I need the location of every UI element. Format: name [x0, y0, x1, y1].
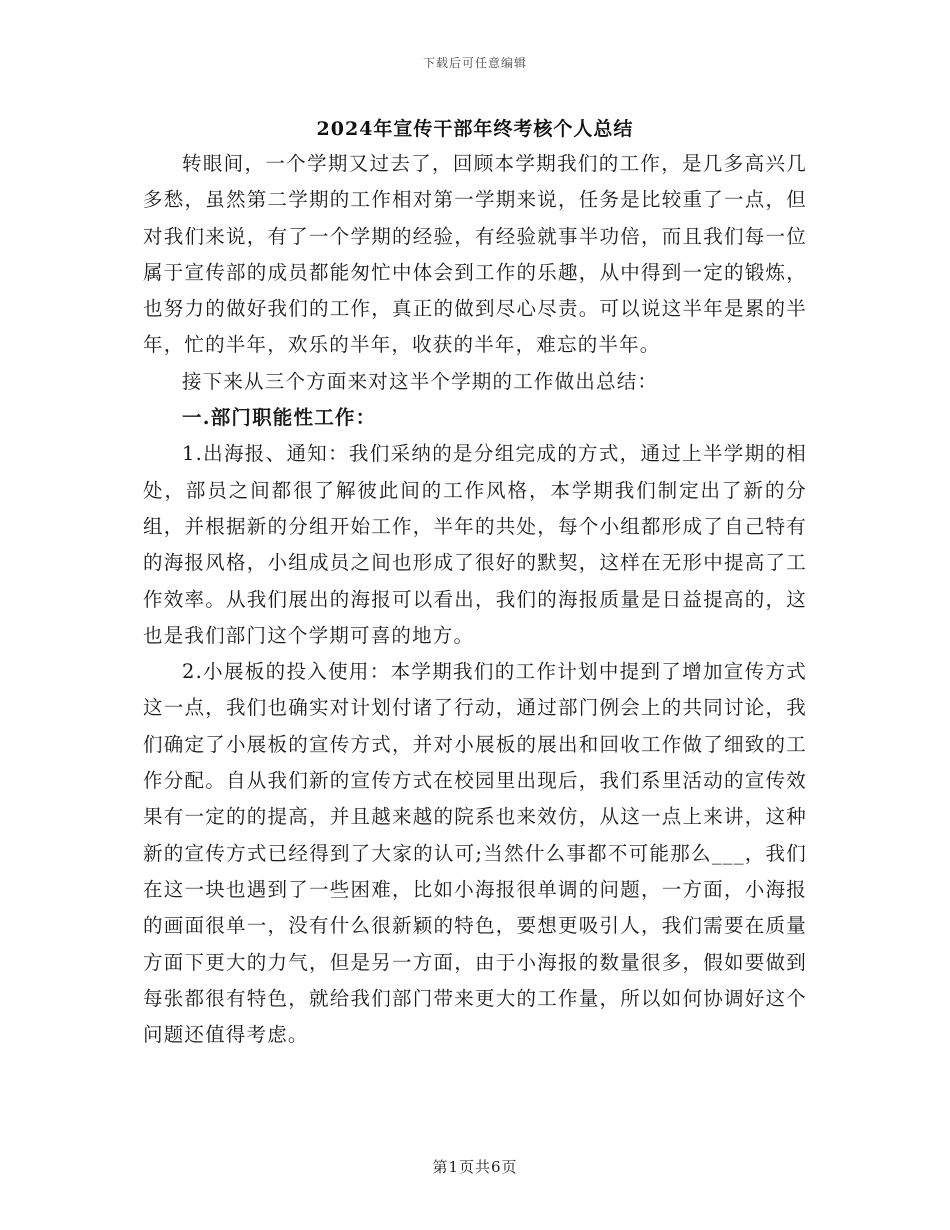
paragraph-posters: 1.出海报、通知：我们采纳的是分组完成的方式，通过上半学期的相处，部员之间都很了解彼此间的工作风格，本学期我们制定出了新的分组，并根据新的分组开始工作，半年的共处，每个小组都形成了自己特有的海报风格，小组成员之间也形成了很好的默契，这样在无形中提高了工作效率。从我们展出的海报可以看出，我们的海报质量是日益提高的，这也是我们部门这个学期可喜的地方。	[143, 442, 807, 647]
paragraph-intro: 转眼间，一个学期又过去了，回顾本学期我们的工作，是几多高兴几多愁，虽然第二学期的工作相对第一学期来说，任务是比较重了一点，但对我们来说，有了一个学期的经验，有经验就事半功倍，而且我们每一位属于宣传部的成员都能匆忙中体会到工作的乐趣，从中得到一定的锻炼，也努力的做好我们的工作，真正的做到尽心尽责。可以说这半年是累的半年，忙的半年，欢乐的半年，收获的半年，难忘的半年。	[143, 152, 807, 357]
page-number: 第1页共6页	[432, 1158, 518, 1176]
section-heading: 一.部门职能性工作：	[182, 406, 377, 430]
document-title: 2024年宣传干部年终考核个人总结	[316, 118, 634, 140]
paragraph-display-boards: 2.小展板的投入使用：本学期我们的工作计划中提到了增加宣传方式这一点，我们也确实对计划付诸了行动，通过部门例会上的共同讨论，我们确定了小展板的宣传方式，并对小展板的展出和回收工作做了细致的工作分配。自从我们新的宣传方式在校园里出现后，我们系里活动的宣传效果有一定的的提高，并且越来越的院系也来效仿，从这一点上来讲，这种新的宣传方式已经得到了大家的认可;当然什么事都不可能那么___，我们在这一块也遇到了一些困难，比如小海报很单调的问题，一方面，小海报的画面很单一，没有什么很新颖的特色，要想更吸引人，我们需要在质量方面下更大的力气，但是另一方面，由于小海报的数量很多，假如要做到每张都很有特色，就给我们部门带来更大的工作量，所以如何协调好这个问题还值得考虑。	[143, 660, 807, 1047]
paragraph-overview: 接下来从三个方面来对这半个学期的工作做出总结：	[182, 369, 659, 393]
document-body	[143, 146, 807, 1053]
page-header-note: 下载后可任意编辑	[422, 56, 527, 70]
